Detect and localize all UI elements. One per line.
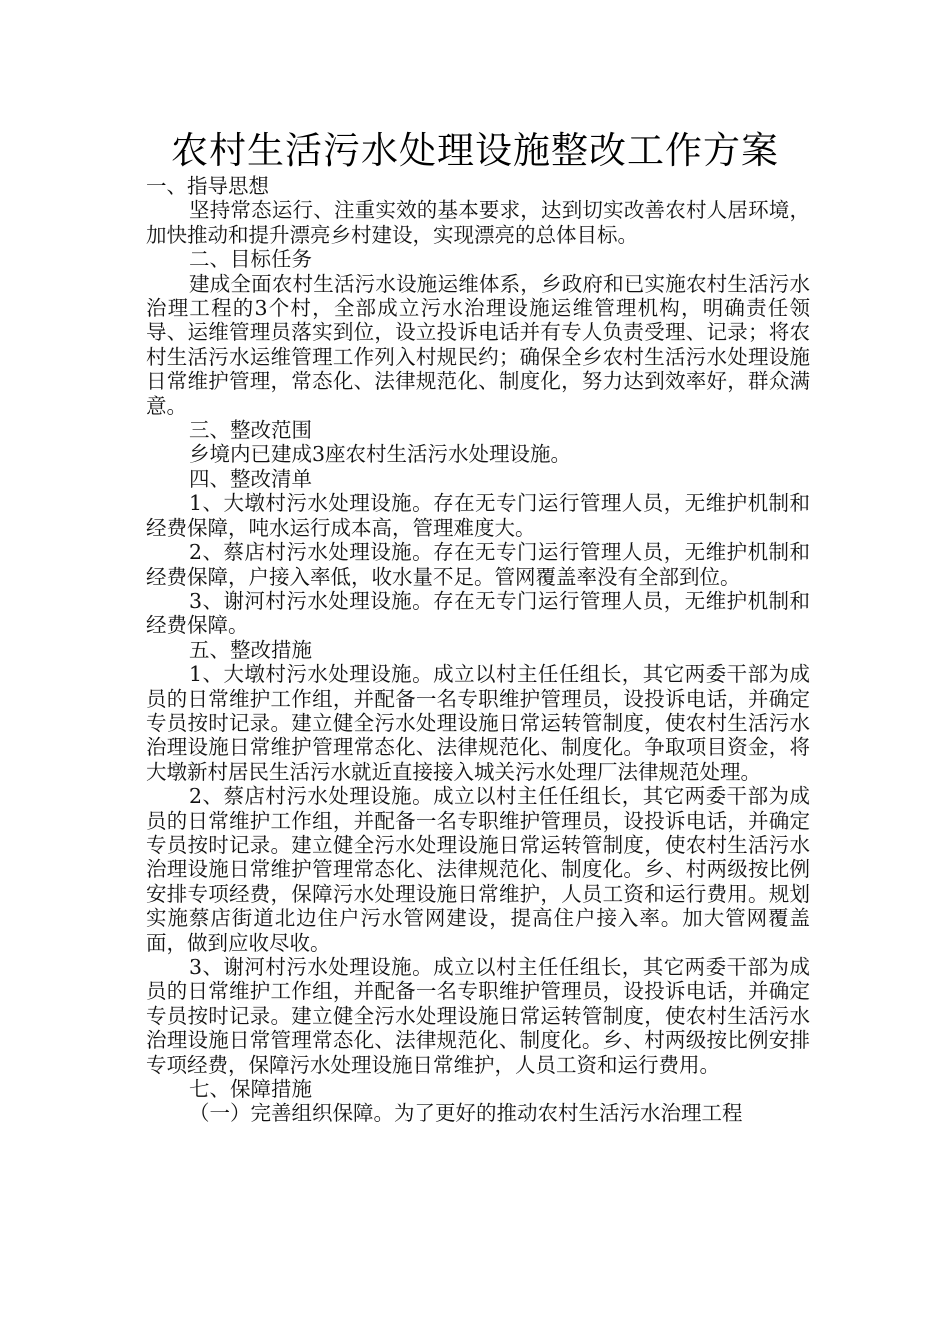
measure-item-xiehe: 3、谢河村污水处理设施。成立以村主任任组长，其它两委干部为成员的日常维护工作组，并配备一名专职维护管理员，设投诉电话，并确定专员按时记录。建立健全污水处理设施日常运转管制度，使农村生活污水治理设施日常管理常态化、法律规范化、制度化。乡、村两级按比例安排专项经费，保障污水处理设施日常维护，人员工资和运行费用。 <box>146 955 810 1077</box>
section-heading-guiding-ideology: 一、指导思想 <box>146 174 269 198</box>
paragraph-scope: 乡境内已建成3座农村生活污水处理设施。 <box>189 442 572 467</box>
section-heading-safeguards: 七、保障措施 <box>189 1077 312 1102</box>
section-heading-measures: 五、整改措施 <box>189 637 312 662</box>
checklist-item-caidian: 2、蔡店村污水处理设施。存在无专门运行管理人员，无维护机制和经费保障，户接入率低，收水量不足。管网覆盖率没有全部到位。 <box>146 540 810 589</box>
checklist-item-xiehe: 3、谢河村污水处理设施。存在无专门运行管理人员，无维护机制和经费保障。 <box>146 588 810 638</box>
safeguard-item-organization: （一）完善组织保障。为了更好的推动农村生活污水治理工程 <box>189 1101 743 1126</box>
section-heading-scope: 三、整改范围 <box>189 418 312 443</box>
checklist-item-dadun: 1、大墩村污水处理设施。存在无专门运行管理人员，无维护机制和经费保障，吨水运行成本高，管理难度大。 <box>146 491 810 540</box>
measure-item-dadun: 1、大墩村污水处理设施。成立以村主任任组长，其它两委干部为成员的日常维护工作组，并配备一名专职维护管理员，设投诉电话，并确定专员按时记录。建立健全污水处理设施日常运转管制度，使农村生活污水治理设施日常维护管理常态化、法律规范化、制度化。争取项目资金，将大墩新村居民生活污水就近直接接入城关污水处理厂法律规范处理。 <box>146 662 810 784</box>
section-heading-checklist: 四、整改清单 <box>189 466 312 491</box>
paragraph-goals: 建成全面农村生活污水设施运维体系，乡政府和已实施农村生活污水治理工程的3个村，全部成立污水治理设施运维管理机构，明确责任领导、运维管理员落实到位，设立投诉电话并有专人负责受理、记录；将农村生活污水运维管理工作列入村规民约；确保全乡农村生活污水处理设施日常维护管理，常态化、法律规范化、制度化，努力达到效率好，群众满意。 <box>146 271 810 418</box>
section-heading-goals: 二、目标任务 <box>189 247 312 272</box>
measure-item-caidian: 2、蔡店村污水处理设施。成立以村主任任组长，其它两委干部为成员的日常维护工作组，并配备一名专职维护管理员，设投诉电话，并确定专员按时记录。建立健全污水处理设施日常运转管制度，使农村生活污水治理设施日常维护管理常态化、法律规范化、制度化。乡、村两级按比例安排专项经费，保障污水处理设施日常维护，人员工资和运行费用。规划实施蔡店街道北边住户污水管网建设，提高住户接入率。加大管网覆盖面，做到应收尽收。 <box>146 784 810 955</box>
document-body <box>146 174 810 1126</box>
paragraph-guiding-ideology: 坚持常态运行、注重实效的基本要求，达到切实改善农村人居环境，加快推动和提升漂亮乡村建设，实现漂亮的总体目标。 <box>146 198 810 247</box>
document-title: 农村生活污水处理设施整改工作方案 <box>171 129 779 172</box>
